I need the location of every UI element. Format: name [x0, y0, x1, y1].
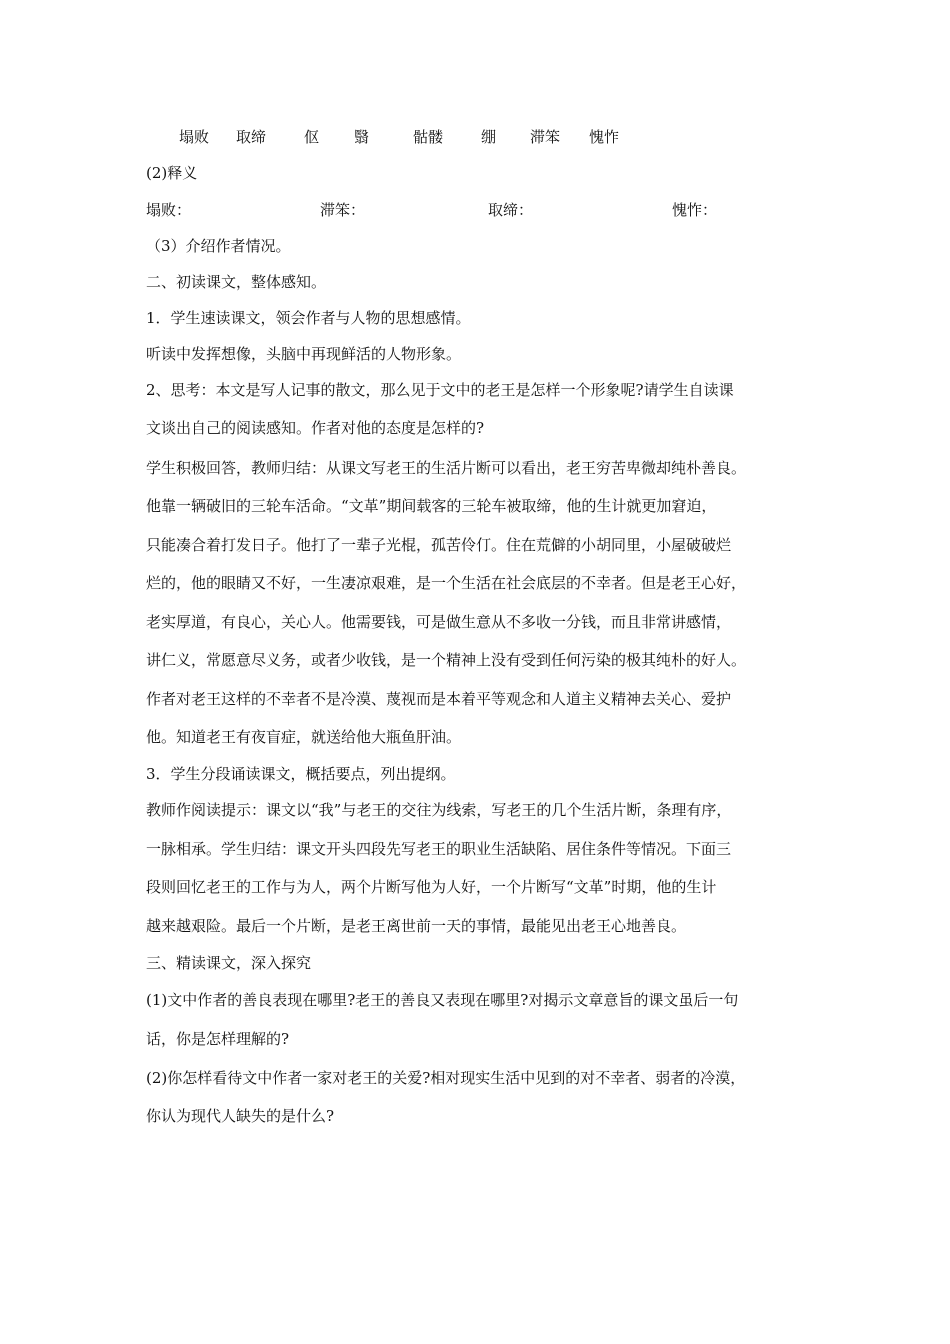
definition-term: 塌败： — [146, 201, 192, 219]
paragraph-line: 一脉相承。学生归结：课文开头四段先写老王的职业生活缺陷、居住条件等情况。下面三 — [146, 840, 732, 858]
vocab-word: 滞笨 — [530, 128, 561, 146]
paragraph-line: 教师作阅读提示：课文以“我”与老王的交往为线索，写老王的几个生活片断，条理有序， — [146, 801, 732, 819]
answer-line: 讲仁义，常愿意尽义务，或者少收钱，是一个精神上没有受到任何污染的极其纯朴的好人。 — [146, 651, 747, 669]
vocab-word: 塌败 — [179, 128, 210, 146]
question-line: 话，你是怎样理解的? — [146, 1030, 290, 1048]
answer-line: 作者对老王这样的不幸者不是冷漠、蔑视而是本着平等观念和人道主义精神去关心、爱护 — [146, 690, 732, 708]
author-intro: （3）介绍作者情况。 — [146, 237, 291, 255]
paragraph-line: 段则回忆老王的工作与为人，两个片断写他为人好，一个片断写“文革”时期，他的生计 — [146, 878, 717, 896]
vocab-word: 翳 — [354, 128, 370, 146]
answer-line: 老实厚道，有良心，关心人。他需要钱，可是做生意从不多收一分钱，而且非常讲感情， — [146, 613, 732, 631]
question-line: (1)文中作者的善良表现在哪里?老王的善良又表现在哪里?对揭示文章意旨的课文虽后一句 — [146, 991, 739, 1009]
section-heading: 二、初读课文，整体感知。 — [146, 273, 327, 291]
vocab-word: 伛 — [304, 128, 320, 146]
vocab-word: 愧怍 — [589, 128, 620, 146]
paragraph-line: 越来越艰险。最后一个片断，是老王离世前一天的事情，最能见出老王心地善良。 — [146, 917, 687, 935]
vocab-word: 骷髅 — [413, 128, 444, 146]
answer-line: 学生积极回答，教师归结：从课文写老王的生活片断可以看出，老王穷苦卑微却纯朴善良。 — [146, 459, 747, 477]
question-line: 文谈出自己的阅读感知。作者对他的态度是怎样的? — [146, 419, 485, 437]
section-heading: 三、精读课文，深入探究 — [146, 954, 312, 972]
vocab-word: 绷 — [481, 128, 497, 146]
question-line: 你认为现代人缺失的是什么? — [146, 1107, 335, 1125]
paragraph-line: 3．学生分段诵读课文，概括要点，列出提纲。 — [146, 765, 456, 783]
definition-term: 愧怍： — [672, 201, 718, 219]
question-line: (2)你怎样看待文中作者一家对老王的关爱?相对现实生活中见到的对不幸者、弱者的冷漠， — [146, 1069, 746, 1087]
definitions-heading: (2)释义 — [146, 164, 198, 182]
answer-line: 烂的，他的眼睛又不好，一生凄凉艰难，是一个生活在社会底层的不幸者。但是老王心好， — [146, 574, 747, 592]
paragraph-line: 1．学生速读课文，领会作者与人物的思想感情。 — [146, 309, 471, 327]
question-line: 2、思考：本文是写人记事的散文，那么见于文中的老王是怎样一个形象呢?请学生自读课 — [146, 381, 734, 399]
answer-line: 只能凑合着打发日子。他打了一辈子光棍，孤苦伶仃。住在荒僻的小胡同里，小屋破破烂 — [146, 536, 732, 554]
definition-term: 取缔： — [488, 201, 534, 219]
answer-line: 他。知道老王有夜盲症，就送给他大瓶鱼肝油。 — [146, 728, 462, 746]
vocab-word: 取缔 — [236, 128, 267, 146]
paragraph-line: 听读中发挥想像，头脑中再现鲜活的人物形象。 — [146, 345, 462, 363]
definition-term: 滞笨： — [320, 201, 366, 219]
answer-line: 他靠一辆破旧的三轮车活命。“文革”期间载客的三轮车被取缔，他的生计就更加窘迫， — [146, 497, 717, 515]
